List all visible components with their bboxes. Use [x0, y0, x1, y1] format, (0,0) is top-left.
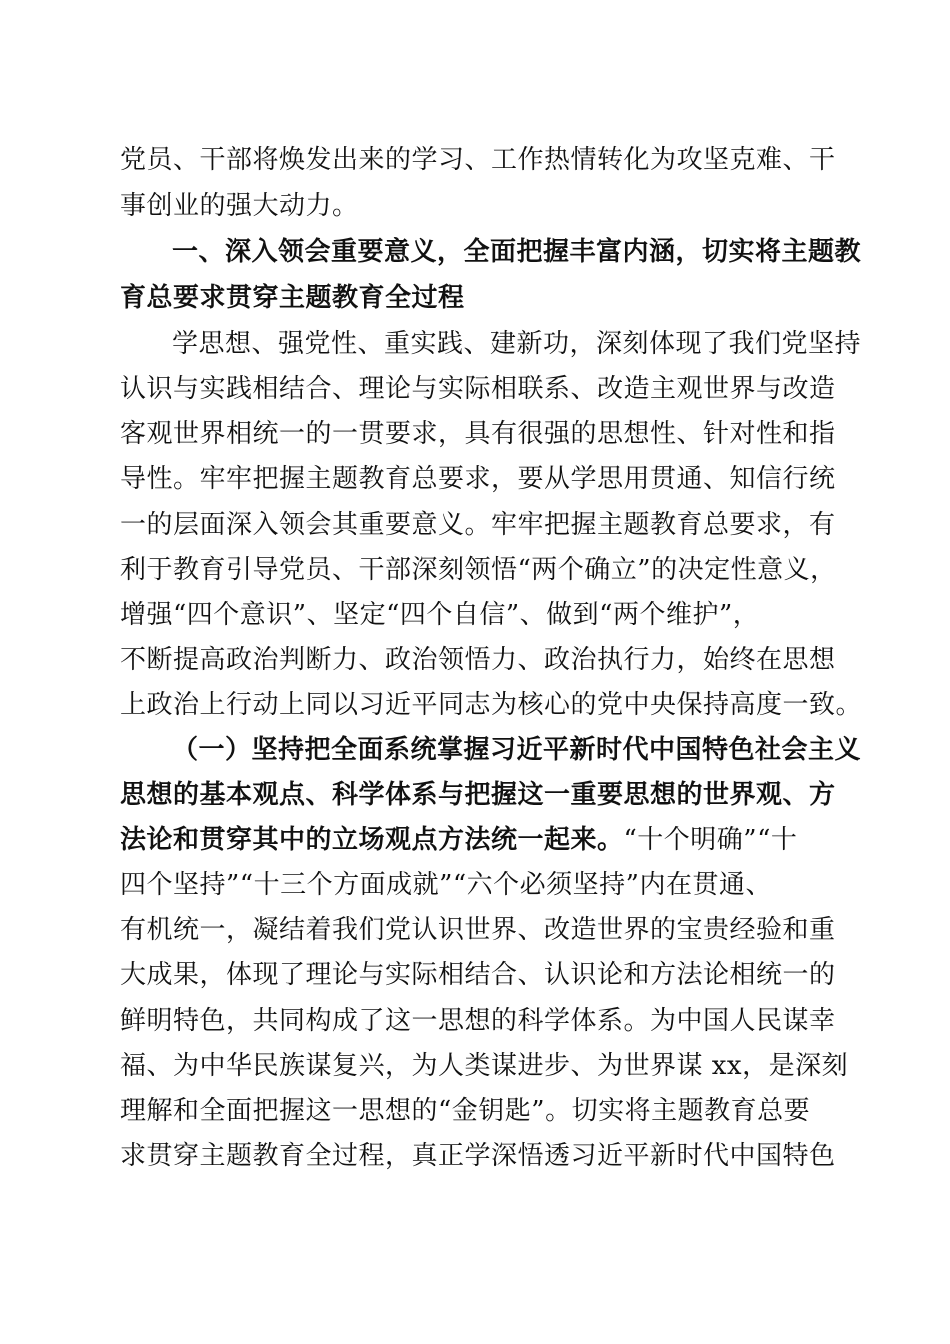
body-line: 党员、干部将焕发出来的学习、工作热情转化为攻坚克难、干: [120, 145, 836, 175]
body-line: 增强“四个意识”、坚定“四个自信”、做到“两个维护”，: [120, 600, 760, 630]
body-text: “十个明确”“十: [623, 825, 798, 855]
body-line: 福、为中华民族谋复兴，为人类谋进步、为世界谋 xx，是深刻: [120, 1051, 849, 1081]
body-line: 理解和全面把握这一思想的“金钥匙”。切实将主题教育总要: [120, 1096, 811, 1126]
body-line: 鲜明特色，共同构成了这一思想的科学体系。为中国人民谋幸: [120, 1006, 836, 1036]
body-line: 利于教育引导党员、干部深刻领悟“两个确立”的决定性意义，: [120, 555, 837, 585]
subsection-heading-tail: 法论和贯穿其中的立场观点方法统一起来。: [120, 825, 624, 855]
section-heading-line: 一、深入领会重要意义，全面把握丰富内涵，切实将主题教: [172, 237, 862, 267]
body-line: 一的层面深入领会其重要意义。牢牢把握主题教育总要求，有: [120, 510, 836, 540]
section-heading-line: 育总要求贯穿主题教育全过程: [120, 283, 465, 313]
body-line: 事创业的强大动力。: [120, 191, 359, 221]
body-line: 大成果，体现了理论与实际相结合、认识论和方法论相统一的: [120, 960, 836, 990]
body-line: 认识与实践相结合、理论与实际相联系、改造主观世界与改造: [120, 374, 836, 404]
mixed-line: [120, 820, 797, 860]
body-line: 客观世界相统一的一贯要求，具有很强的思想性、针对性和指: [120, 419, 836, 449]
body-line: 有机统一，凝结着我们党认识世界、改造世界的宝贵经验和重: [120, 915, 836, 945]
body-line: 四个坚持”“十三个方面成就”“六个必须坚持”内在贯通、: [120, 870, 772, 900]
body-line: 求贯穿主题教育全过程，真正学深悟透习近平新时代中国特色: [120, 1141, 836, 1171]
body-line: 学思想、强党性、重实践、建新功，深刻体现了我们党坚持: [172, 329, 862, 359]
subsection-heading-line: （一）坚持把全面系统掌握习近平新时代中国特色社会主义: [172, 735, 862, 765]
body-line: 上政治上行动上同以习近平同志为核心的党中央保持高度一致。: [120, 690, 863, 720]
subsection-heading-line: 思想的基本观点、科学体系与把握这一重要思想的世界观、方: [120, 780, 836, 810]
body-line: 不断提高政治判断力、政治领悟力、政治执行力，始终在思想: [120, 645, 836, 675]
body-line: 导性。牢牢把握主题教育总要求，要从学思用贯通、知信行统: [120, 464, 836, 494]
